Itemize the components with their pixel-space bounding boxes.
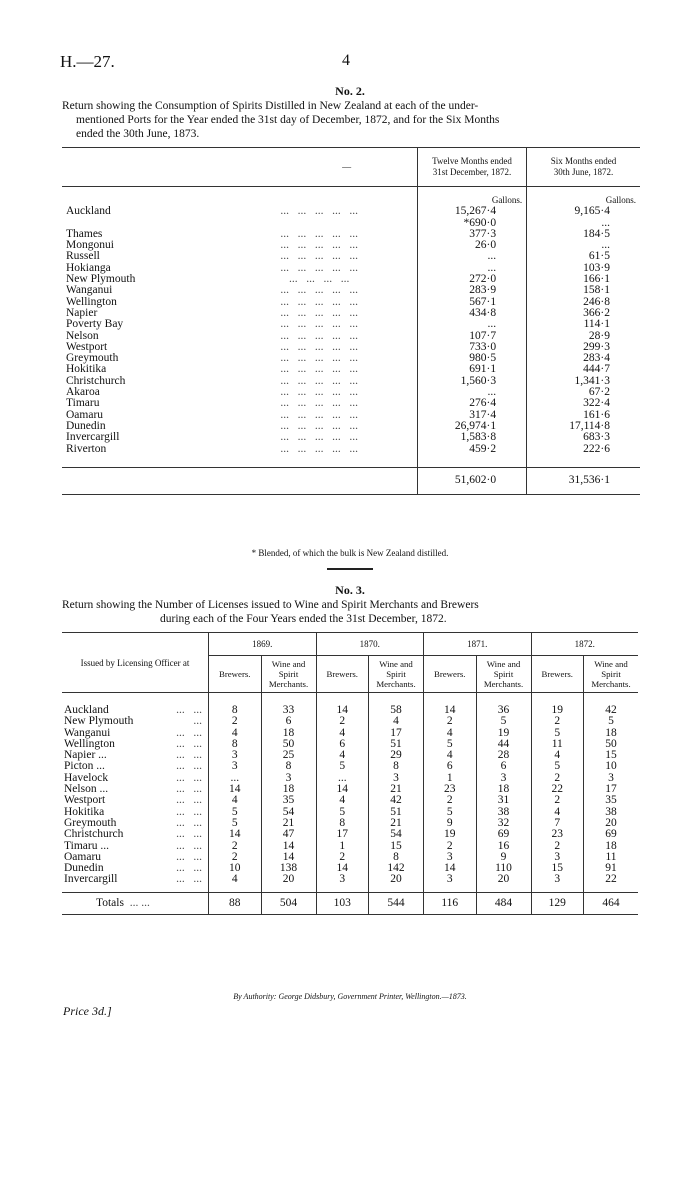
- year-1872: 1872.: [531, 633, 638, 656]
- licensing-place: Christchurch ... ...: [64, 828, 202, 841]
- header-dash: —: [342, 161, 352, 172]
- leader-dots: ... ... ... ... ...: [280, 408, 358, 421]
- subheader-brewers: Brewers.: [316, 656, 369, 693]
- port-row: [62, 432, 640, 443]
- section-3-number: No. 3.: [335, 583, 365, 597]
- brewers-count: 9: [424, 818, 477, 829]
- wine-spirit-count: 9: [476, 852, 531, 863]
- gallons-twelve-months: 567·1: [417, 297, 526, 308]
- port-name: Hokitika: [66, 363, 107, 376]
- brewers-count: 3: [209, 750, 262, 761]
- licensing-place: Napier ... ... ...: [64, 749, 202, 762]
- brewers-count: 4: [316, 728, 369, 739]
- port-name: Mongonui: [66, 239, 114, 252]
- wine-spirit-count: 20: [476, 874, 531, 885]
- gallons-twelve-months: ...: [417, 251, 526, 262]
- gallons-twelve-months: 377·3: [417, 229, 526, 240]
- gallons-twelve-months: 980·5: [417, 353, 526, 364]
- wine-spirit-count: 42: [369, 795, 424, 806]
- licensing-row: [62, 739, 638, 750]
- total-wine-spirit: 544: [369, 892, 424, 914]
- section-2-title-line-2: mentioned Ports for the Year ended the 31st day of December, 1872, and for the Six Months: [76, 114, 500, 126]
- gallons-six-months: 322·4: [527, 398, 640, 409]
- leader-dots: ... ... ... ... ...: [280, 306, 358, 319]
- wine-spirit-count: 35: [584, 795, 639, 806]
- port-name: Hokianga: [66, 261, 111, 274]
- licensing-place: Oamaru ... ...: [64, 850, 202, 863]
- brewers-count: 23: [531, 829, 584, 840]
- leader-dots: ... ... ... ... ...: [280, 261, 358, 274]
- spirits-consumption-table: [62, 147, 640, 495]
- total-brewers: 129: [531, 892, 584, 914]
- wine-spirit-count: 31: [476, 795, 531, 806]
- wine-spirit-count: 38: [476, 807, 531, 818]
- brewers-count: 8: [316, 818, 369, 829]
- gallons-six-months: 222·6: [527, 444, 640, 455]
- licensing-place: New Plymouth ...: [64, 715, 202, 728]
- gallons-six-months: 61·5: [527, 251, 640, 262]
- port-name: Poverty Bay: [66, 318, 124, 331]
- port-name: Dunedin: [66, 419, 106, 432]
- brewers-count: 4: [209, 874, 262, 885]
- gallons-six-months: 184·5: [527, 229, 640, 240]
- gallons-twelve-months: 272·0: [417, 274, 526, 285]
- gallons-six-months: 28·9: [527, 331, 640, 342]
- leader-dots: ... ... ... ... ...: [280, 431, 358, 444]
- brewers-count: 2: [424, 841, 477, 852]
- gallons-twelve-months: 26·0: [417, 240, 526, 251]
- licensing-place: Greymouth ... ...: [64, 816, 202, 829]
- gallons-six-months: 444·7: [527, 364, 640, 375]
- section-3-title-line-1: Return showing the Number of Licenses issued to Wine and Spirit Merchants and Brewers: [62, 599, 479, 611]
- section-2-title: [62, 99, 642, 141]
- port-name: Nelson: [66, 329, 99, 342]
- licenses-totals-row: [62, 892, 638, 914]
- wine-spirit-count: 6: [261, 716, 316, 727]
- wine-spirit-count: 5: [476, 716, 531, 727]
- gallons-six-months: 283·4: [527, 353, 640, 364]
- brewers-count: 2: [424, 795, 477, 806]
- brewers-count: 14: [316, 705, 369, 716]
- licensing-row: [62, 841, 638, 852]
- licensing-place: Nelson ... ... ...: [64, 783, 202, 796]
- licensing-row: [62, 716, 638, 727]
- leader-dots: ... ... ... ... ...: [280, 205, 358, 218]
- wine-spirit-count: 54: [261, 807, 316, 818]
- port-name: Wellington: [66, 295, 117, 308]
- wine-spirit-count: 32: [476, 818, 531, 829]
- brewers-count: 5: [209, 807, 262, 818]
- totals-label: Totals ... ...: [96, 896, 150, 909]
- unit-gallons-2: Gallons.: [527, 187, 640, 207]
- brewers-count: 6: [316, 739, 369, 750]
- gallons-twelve-months: ...: [417, 319, 526, 330]
- brewers-count: 6: [424, 761, 477, 772]
- licensing-row: [62, 795, 638, 806]
- port-name: Oamaru: [66, 408, 104, 421]
- wine-spirit-count: 3: [369, 773, 424, 784]
- wine-spirit-count: 19: [476, 728, 531, 739]
- wine-spirit-count: 42: [584, 705, 639, 716]
- gallons-six-months: 246·8: [527, 297, 640, 308]
- brewers-count: 4: [531, 807, 584, 818]
- gallons-six-months: 683·3: [527, 432, 640, 443]
- leader-dots: ... ... ... ... ...: [280, 397, 358, 410]
- brewers-count: 3: [316, 874, 369, 885]
- wine-spirit-count: 29: [369, 750, 424, 761]
- brewers-count: 4: [209, 728, 262, 739]
- wine-spirit-count: 58: [369, 705, 424, 716]
- leader-dots: ... ... ... ... ...: [280, 442, 358, 455]
- total-twelve-months: 51,602·0: [417, 467, 526, 494]
- brewers-count: 8: [209, 739, 262, 750]
- licensing-place: Havelock ... ...: [64, 771, 202, 784]
- leader-dots: ... ... ... ... ...: [280, 284, 358, 297]
- wine-spirit-count: 8: [369, 852, 424, 863]
- header-issued-by: Issued by Licensing Officer at: [62, 633, 209, 693]
- section-2-title-line-3: ended the 30th June, 1873.: [76, 128, 200, 140]
- leader-dots: ... ... ... ... ...: [280, 340, 358, 353]
- wine-spirit-count: 4: [369, 716, 424, 727]
- section-divider: [327, 568, 373, 570]
- gallons-twelve-months: 317·4: [417, 410, 526, 421]
- brewers-count: 1: [316, 841, 369, 852]
- header-twelve-months: Twelve Months ended 31st December, 1872.: [417, 148, 526, 187]
- port-row: [62, 285, 640, 296]
- wine-spirit-count: 20: [584, 818, 639, 829]
- brewers-count: 14: [316, 863, 369, 874]
- port-name: Westport: [66, 340, 108, 353]
- licensing-row: [62, 750, 638, 761]
- licensing-place: Timaru ... ... ...: [64, 839, 202, 852]
- wine-spirit-count: 14: [261, 841, 316, 852]
- subheader-wine-spirit-merchants: Wine and Spirit Merchants.: [261, 656, 316, 693]
- gallons-six-months: 17,114·8: [527, 421, 640, 432]
- brewers-count: 2: [531, 716, 584, 727]
- subheader-brewers: Brewers.: [531, 656, 584, 693]
- wine-spirit-count: 16: [476, 841, 531, 852]
- wine-spirit-count: 50: [261, 739, 316, 750]
- licensing-row: [62, 863, 638, 874]
- gallons-twelve-months: 276·4: [417, 398, 526, 409]
- leader-dots: ... ... ... ... ...: [280, 227, 358, 240]
- wine-spirit-count: 47: [261, 829, 316, 840]
- gallons-twelve-months: 26,974·1: [417, 421, 526, 432]
- wine-spirit-count: 6: [476, 761, 531, 772]
- leader-dots: ... ... ... ... ...: [280, 419, 358, 432]
- port-name: New Plymouth: [66, 273, 136, 286]
- brewers-count: 14: [316, 784, 369, 795]
- brewers-count: 3: [424, 874, 477, 885]
- gallons-twelve-months: 1,583·8: [417, 432, 526, 443]
- wine-spirit-count: 18: [261, 728, 316, 739]
- wine-spirit-count: 3: [476, 773, 531, 784]
- port-name: Greymouth: [66, 352, 119, 365]
- wine-spirit-count: 3: [261, 773, 316, 784]
- wine-spirit-count: 18: [476, 784, 531, 795]
- subheader-brewers: Brewers.: [209, 656, 262, 693]
- year-1869: 1869.: [209, 633, 317, 656]
- gallons-six-months: 166·1: [527, 274, 640, 285]
- year-1871: 1871.: [424, 633, 532, 656]
- brewers-count: 4: [424, 750, 477, 761]
- gallons-twelve-months: 283·9: [417, 285, 526, 296]
- gallons-six-months: 1,341·3: [527, 376, 640, 387]
- subheader-wine-spirit-merchants: Wine and Spirit Merchants.: [584, 656, 639, 693]
- brewers-count: 14: [209, 784, 262, 795]
- total-wine-spirit: 464: [584, 892, 639, 914]
- gallons-twelve-months: 107·7: [417, 331, 526, 342]
- licensing-row: [62, 705, 638, 716]
- licenses-table: [62, 632, 638, 915]
- section-3-title: [62, 598, 642, 626]
- wine-spirit-count: 91: [584, 863, 639, 874]
- brewers-count: 5: [316, 761, 369, 772]
- wine-spirit-count: 35: [261, 795, 316, 806]
- brewers-count: 2: [424, 716, 477, 727]
- gallons-six-months: 103·9: [527, 263, 640, 274]
- document-reference: H.—27.: [60, 52, 115, 71]
- gallons-twelve-months: *690·0: [417, 218, 526, 229]
- total-brewers: 116: [424, 892, 477, 914]
- port-row: [62, 263, 640, 274]
- wine-spirit-count: 22: [584, 874, 639, 885]
- brewers-count: 19: [531, 705, 584, 716]
- port-name: Russell: [66, 250, 100, 263]
- port-name: Akaroa: [66, 386, 100, 399]
- price: Price 3d.]: [63, 1004, 112, 1018]
- wine-spirit-count: 20: [369, 874, 424, 885]
- brewers-count: 5: [424, 807, 477, 818]
- leader-dots: ... ... ... ... ...: [280, 295, 358, 308]
- licensing-row: [62, 784, 638, 795]
- gallons-six-months: 67·2: [527, 387, 640, 398]
- brewers-count: 3: [531, 874, 584, 885]
- wine-spirit-count: 28: [476, 750, 531, 761]
- wine-spirit-count: 54: [369, 829, 424, 840]
- gallons-twelve-months: 434·8: [417, 308, 526, 319]
- brewers-count: 7: [531, 818, 584, 829]
- brewers-count: 5: [424, 739, 477, 750]
- wine-spirit-count: 69: [584, 829, 639, 840]
- port-row: [62, 444, 640, 455]
- licensing-place: Hokitika ... ...: [64, 805, 202, 818]
- wine-spirit-count: 20: [261, 874, 316, 885]
- gallons-twelve-months: 459·2: [417, 444, 526, 455]
- gallons-twelve-months: 15,267·4: [417, 206, 526, 217]
- section-3-title-line-2: during each of the Four Years ended the 31st December, 1872.: [160, 613, 447, 625]
- brewers-count: 2: [531, 795, 584, 806]
- total-six-months: 31,536·1: [527, 467, 640, 494]
- brewers-count: 5: [316, 807, 369, 818]
- wine-spirit-count: 21: [369, 784, 424, 795]
- gallons-six-months: 9,165·4: [527, 206, 640, 217]
- total-brewers: 103: [316, 892, 369, 914]
- brewers-count: 5: [209, 818, 262, 829]
- gallons-twelve-months: ...: [417, 387, 526, 398]
- brewers-count: 2: [531, 841, 584, 852]
- wine-spirit-count: 18: [261, 784, 316, 795]
- wine-spirit-count: 110: [476, 863, 531, 874]
- port-name: Christchurch: [66, 374, 126, 387]
- brewers-count: 4: [316, 750, 369, 761]
- wine-spirit-count: 50: [584, 739, 639, 750]
- gallons-six-months: 161·6: [527, 410, 640, 421]
- wine-spirit-count: 8: [369, 761, 424, 772]
- leader-dots: ... ... ... ... ...: [280, 239, 358, 252]
- wine-spirit-count: 44: [476, 739, 531, 750]
- wine-spirit-count: 138: [261, 863, 316, 874]
- wine-spirit-count: 21: [261, 818, 316, 829]
- gallons-six-months: ...: [527, 240, 640, 251]
- subheader-brewers: Brewers.: [424, 656, 477, 693]
- leader-dots: ... ... ... ... ...: [280, 250, 358, 263]
- licensing-place: Picton ... ... ...: [64, 760, 202, 773]
- wine-spirit-count: 36: [476, 705, 531, 716]
- wine-spirit-count: 15: [369, 841, 424, 852]
- licensing-row: [62, 761, 638, 772]
- port-name: Auckland: [66, 205, 111, 218]
- total-brewers: 88: [209, 892, 262, 914]
- wine-spirit-count: 18: [584, 728, 639, 739]
- brewers-count: 2: [531, 773, 584, 784]
- wine-spirit-count: 15: [584, 750, 639, 761]
- brewers-count: 5: [531, 728, 584, 739]
- brewers-count: 3: [209, 761, 262, 772]
- wine-spirit-count: 69: [476, 829, 531, 840]
- gallons-six-months: 158·1: [527, 285, 640, 296]
- brewers-count: 17: [316, 829, 369, 840]
- wine-spirit-count: 21: [369, 818, 424, 829]
- wine-spirit-count: 8: [261, 761, 316, 772]
- gallons-six-months: 299·3: [527, 342, 640, 353]
- port-name: Invercargill: [66, 431, 120, 444]
- brewers-count: 10: [209, 863, 262, 874]
- brewers-count: 4: [424, 728, 477, 739]
- wine-spirit-count: 18: [584, 841, 639, 852]
- licensing-place: Westport ... ...: [64, 794, 202, 807]
- port-row: [62, 206, 640, 217]
- header-six-months: Six Months ended 30th June, 1872.: [527, 148, 640, 187]
- total-wine-spirit: 484: [476, 892, 531, 914]
- port-row: [62, 319, 640, 330]
- brewers-count: 2: [209, 852, 262, 863]
- licensing-place: Wanganui ... ...: [64, 726, 202, 739]
- leader-dots: ... ... ... ... ...: [280, 318, 358, 331]
- gallons-twelve-months: 733·0: [417, 342, 526, 353]
- wine-spirit-count: 38: [584, 807, 639, 818]
- brewers-count: 2: [316, 716, 369, 727]
- wine-spirit-count: 25: [261, 750, 316, 761]
- brewers-count: 1: [424, 773, 477, 784]
- gallons-twelve-months: 1,560·3: [417, 376, 526, 387]
- gallons-six-months: ...: [527, 218, 640, 229]
- wine-spirit-count: 14: [261, 852, 316, 863]
- wine-spirit-count: 11: [584, 852, 639, 863]
- section-2-title-line-1: Return showing the Consumption of Spirits Distilled in New Zealand at each of the under-: [62, 100, 479, 112]
- section-2-number: No. 2.: [335, 84, 365, 98]
- brewers-count: 2: [209, 841, 262, 852]
- brewers-count: 4: [316, 795, 369, 806]
- gallons-twelve-months: ...: [417, 263, 526, 274]
- brewers-count: 5: [531, 761, 584, 772]
- spirits-table-body: [62, 187, 640, 455]
- licensing-place: Dunedin ... ...: [64, 862, 202, 875]
- total-wine-spirit: 504: [261, 892, 316, 914]
- brewers-count: 2: [316, 852, 369, 863]
- licensing-row: [62, 874, 638, 885]
- page-number: 4: [342, 52, 350, 69]
- subheader-wine-spirit-merchants: Wine and Spirit Merchants.: [369, 656, 424, 693]
- year-1870: 1870.: [316, 633, 424, 656]
- port-name: Napier: [66, 306, 98, 319]
- licensing-row: [62, 807, 638, 818]
- brewers-count: ...: [209, 773, 262, 784]
- leader-dots: ... ... ... ... ...: [280, 352, 358, 365]
- leader-dots: ... ... ... ... ...: [280, 329, 358, 342]
- blended-footnote: * Blended, of which the bulk is New Zealand distilled.: [251, 548, 449, 558]
- leader-dots: ... ... ... ... ...: [280, 386, 358, 399]
- wine-spirit-count: 142: [369, 863, 424, 874]
- gallons-twelve-months: 691·1: [417, 364, 526, 375]
- brewers-count: 3: [531, 852, 584, 863]
- wine-spirit-count: 10: [584, 761, 639, 772]
- brewers-count: ...: [316, 773, 369, 784]
- licensing-place: Invercargill ... ...: [64, 873, 202, 886]
- leader-dots: ... ... ... ... ...: [280, 374, 358, 387]
- leader-dots: ... ... ... ... ...: [280, 363, 358, 376]
- brewers-count: 14: [424, 863, 477, 874]
- licensing-row: [62, 829, 638, 840]
- wine-spirit-count: 51: [369, 739, 424, 750]
- port-name: Timaru: [66, 397, 100, 410]
- licenses-table-body: [62, 693, 638, 886]
- gallons-six-months: 114·1: [527, 319, 640, 330]
- wine-spirit-count: 3: [584, 773, 639, 784]
- brewers-count: 4: [209, 795, 262, 806]
- wine-spirit-count: 17: [369, 728, 424, 739]
- brewers-count: 14: [424, 705, 477, 716]
- brewers-count: 22: [531, 784, 584, 795]
- brewers-count: 11: [531, 739, 584, 750]
- port-row: [62, 398, 640, 409]
- brewers-count: 8: [209, 705, 262, 716]
- port-name: Wanganui: [66, 284, 113, 297]
- brewers-count: 15: [531, 863, 584, 874]
- brewers-count: 2: [209, 716, 262, 727]
- subheader-wine-spirit-merchants: Wine and Spirit Merchants.: [476, 656, 531, 693]
- licensing-place: Auckland ... ...: [64, 704, 202, 716]
- wine-spirit-count: 5: [584, 716, 639, 727]
- wine-spirit-count: 33: [261, 705, 316, 716]
- leader-dots: ... ... ... ...: [280, 273, 350, 286]
- port-name: Thames: [66, 227, 103, 240]
- port-name: Riverton: [66, 442, 107, 455]
- printer-imprint: By Authority: George Didsbury, Government Printer, Wellington.—1873.: [233, 992, 467, 1001]
- wine-spirit-count: 17: [584, 784, 639, 795]
- brewers-count: 4: [531, 750, 584, 761]
- gallons-six-months: 366·2: [527, 308, 640, 319]
- brewers-count: 23: [424, 784, 477, 795]
- brewers-count: 3: [424, 852, 477, 863]
- unit-gallons-1: Gallons.: [417, 187, 526, 207]
- wine-spirit-count: 51: [369, 807, 424, 818]
- licensing-place: Wellington ... ...: [64, 737, 202, 750]
- brewers-count: 14: [209, 829, 262, 840]
- brewers-count: 19: [424, 829, 477, 840]
